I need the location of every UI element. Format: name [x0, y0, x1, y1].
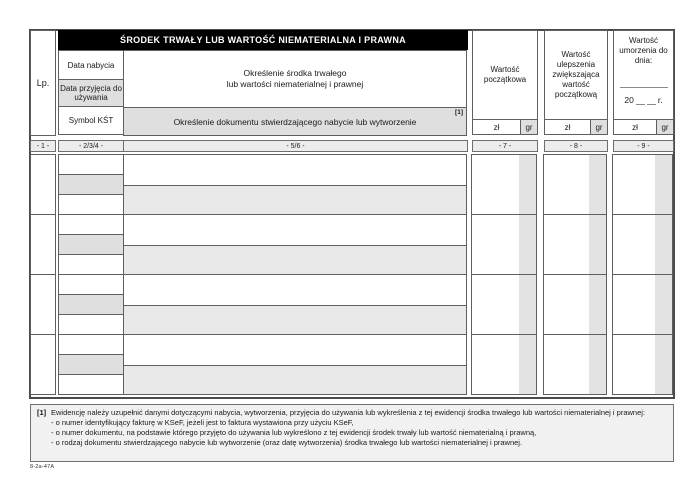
gr-stripe: [655, 155, 672, 214]
footnote-marker: [1]: [37, 408, 47, 417]
cell-date-in-use[interactable]: [58, 174, 124, 195]
cell-date-in-use[interactable]: [58, 234, 124, 255]
header-zl-col9: zł: [613, 119, 657, 135]
cell-document-definition[interactable]: [123, 365, 467, 395]
table-row: [30, 154, 674, 215]
cell-initial-value[interactable]: [471, 154, 537, 215]
header-gr-col8: gr: [590, 119, 608, 135]
gr-stripe: [589, 215, 606, 274]
document-definition-label: Określenie dokumentu stwierdzającego nabycie lub wytworzenie: [173, 116, 417, 127]
header-gr-col9: gr: [656, 119, 674, 135]
gr-stripe: [589, 275, 606, 334]
gr-stripe: [655, 275, 672, 334]
footnote-bullet: - o numer identyfikujący fakturę w KSeF, jeżeli jest to faktura wystawiona przy użyciu KSeF,: [51, 418, 354, 427]
gr-stripe: [589, 155, 606, 214]
cell-date-acquired[interactable]: [58, 214, 124, 235]
cell-document-definition[interactable]: [123, 185, 467, 215]
colnum-1: - 1 -: [30, 140, 56, 152]
footnote-reference: [1]: [455, 109, 463, 116]
cell-asset-definition[interactable]: [123, 154, 467, 186]
cell-kst-symbol[interactable]: [58, 314, 124, 335]
header-initial-value: Wartość początkowa: [472, 30, 538, 120]
header-document-definition: [123, 107, 467, 136]
header-kst-symbol: Symbol KŚT: [58, 106, 124, 135]
colnum-7: - 7 -: [472, 140, 538, 152]
cell-asset-definition[interactable]: [123, 334, 467, 366]
cell-improvement-value[interactable]: [543, 274, 607, 335]
cell-amortization-value[interactable]: [612, 214, 673, 275]
gr-stripe: [519, 275, 536, 334]
cell-date-acquired[interactable]: [58, 334, 124, 355]
cell-amortization-value[interactable]: [612, 274, 673, 335]
section-title-banner: ŚRODEK TRWAŁY LUB WARTOŚĆ NIEMATERIALNA I PRAWNA: [58, 30, 468, 50]
colnum-8: - 8 -: [544, 140, 608, 152]
header-lp: Lp.: [30, 30, 56, 136]
asset-definition-line1: Określenie środka trwałego: [243, 68, 347, 78]
cell-kst-symbol[interactable]: [58, 194, 124, 215]
header-middle-block: [58, 30, 468, 136]
amortization-title: Wartość umorzenia do dnia:: [619, 36, 668, 65]
year-blank-segment: [636, 97, 645, 105]
cell-initial-value[interactable]: [471, 214, 537, 275]
cell-initial-value[interactable]: [471, 274, 537, 335]
cell-date-in-use[interactable]: [58, 354, 124, 375]
cell-date-acquired[interactable]: [58, 274, 124, 295]
cell-improvement-value[interactable]: [543, 154, 607, 215]
table-row: [30, 274, 674, 335]
colnum-56: - 5/6 -: [123, 140, 468, 152]
form-code: 8-2a-47A: [30, 464, 55, 470]
table-row: [30, 334, 674, 395]
header-gr-col7: gr: [520, 119, 538, 135]
cell-improvement-value[interactable]: [543, 214, 607, 275]
cell-kst-symbol[interactable]: [58, 254, 124, 275]
footnote-text: [51, 408, 665, 457]
amortization-year-row: [624, 95, 662, 105]
footnote-bullet: - o rodzaj dokumentu stwierdzającego nabycie lub wytworzenie (oraz datę wytworzenia) środka trwałego lub wartości niematerialnej i prawnej.: [51, 438, 523, 447]
cell-asset-definition[interactable]: [123, 274, 467, 306]
gr-stripe: [519, 155, 536, 214]
cell-date-acquired[interactable]: [58, 154, 124, 175]
header-amortization-value: [613, 30, 674, 120]
colnum-234: - 2/3/4 -: [58, 140, 124, 152]
header-date-in-use: Data przyjęcia do używania: [58, 79, 124, 107]
colnum-9: - 9 -: [613, 140, 674, 152]
cell-improvement-value[interactable]: [543, 334, 607, 395]
footnote-box: [30, 404, 674, 462]
gr-stripe: [589, 335, 606, 394]
amortization-date-blank: [620, 66, 668, 88]
asset-definition-line2: lub wartości niematerialnej i prawnej: [226, 79, 364, 89]
cell-date-in-use[interactable]: [58, 294, 124, 315]
cell-kst-symbol[interactable]: [58, 374, 124, 395]
footnote-bullet: - o numer dokumentu, na podstawie którego przyjęto do używania lub wykreślono z tej ewidencji środek trwały lub wartość niematerialną i prawną,: [51, 428, 537, 437]
header-date-acquired: Data nabycia: [58, 50, 124, 80]
cell-lp[interactable]: [30, 154, 56, 215]
header-description-column: [123, 50, 467, 136]
header-asset-definition: [123, 50, 467, 108]
cell-initial-value[interactable]: [471, 334, 537, 395]
gr-stripe: [655, 335, 672, 394]
footnote-intro: Ewidencję należy uzupełnić danymi dotyczącymi nabycia, wytworzenia, przyjęcia do używania lub wykreślenia z tej ewidencji środka trwałego lub wartości niematerialnej i prawnej:: [51, 408, 646, 417]
gr-stripe: [655, 215, 672, 274]
cell-lp[interactable]: [30, 274, 56, 335]
year-suffix: r.: [657, 95, 663, 105]
cell-amortization-value[interactable]: [612, 154, 673, 215]
year-prefix: 20: [624, 95, 634, 105]
table-row: [30, 214, 674, 275]
gr-stripe: [519, 335, 536, 394]
cell-amortization-value[interactable]: [612, 334, 673, 395]
header-zl-col8: zł: [544, 119, 591, 135]
cell-document-definition[interactable]: [123, 245, 467, 275]
cell-asset-definition[interactable]: [123, 214, 467, 246]
header-dates-column: [58, 50, 124, 136]
cell-document-definition[interactable]: [123, 305, 467, 335]
column-improvement-value: [544, 30, 608, 135]
column-amortization-value: [613, 30, 674, 135]
cell-lp[interactable]: [30, 214, 56, 275]
table-body: [30, 154, 674, 395]
column-initial-value: [472, 30, 538, 135]
year-blank-segment: [647, 97, 656, 105]
header-improvement-value: Wartość ulepszenia zwiększająca wartość początkową: [544, 30, 608, 120]
header-zl-col7: zł: [472, 119, 521, 135]
gr-stripe: [519, 215, 536, 274]
cell-lp[interactable]: [30, 334, 56, 395]
